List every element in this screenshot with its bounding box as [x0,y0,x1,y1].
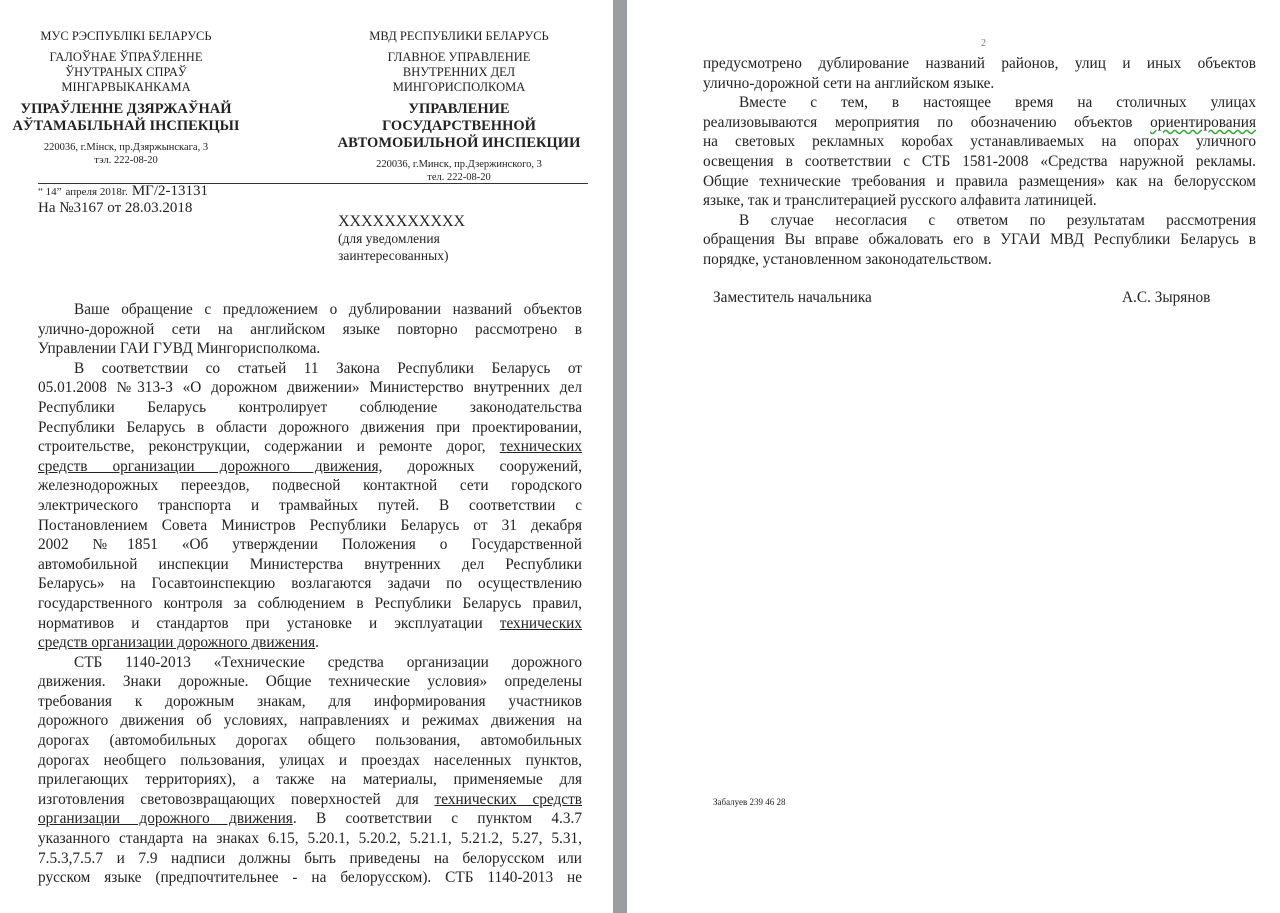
text-segment: . [315,634,319,652]
department-line: МІНГАРВЫКАНКАМА [61,80,191,94]
office-line: АВТОМОБИЛЬНОЙ ИНСПЕКЦИИ [337,135,581,151]
letterhead-belarusian [10,29,242,167]
text-segment: языке, так и транслитерацией русского алфавита латиницей. [703,192,1097,210]
text-line [38,457,582,477]
text-line [38,320,582,340]
text-segment: улично-дорожной сети на английском языке. [703,74,995,92]
date-month-year: апреля 2018г. [65,186,128,198]
outgoing-number: МГ/2-13131 [131,183,209,199]
text-line [38,809,582,829]
reply-reference: На №3167 от 28.03.2018 [38,200,193,216]
text-segment: электрического транспорта и трамвайных путей. В соответствии с [38,496,582,514]
text-segment: на световых рекламных коробах устанавливаемых на опорах уличного [703,133,1256,151]
text-line [38,300,582,320]
text-line [38,339,582,359]
text-line [703,211,1256,231]
text-line [38,829,582,849]
text-segment: 05.01.2008 №313-З «О дорожном движении» Министерство внутренних дел [38,379,582,397]
text-segment: дорогах необщего пользования, улицах и проездах населенных пунктов, [38,751,582,769]
text-line [38,790,582,810]
text-line [38,594,582,614]
underlined-term: технических средств [434,790,582,808]
text-line [38,574,582,594]
text-segment: изготовления световозвращающих поверхностей для [38,790,435,808]
text-segment: прилегающих территориях), а также на материалы, применяемые для [38,771,582,789]
document-page-1 [0,0,613,913]
text-line [38,418,582,438]
text-segment: Беларусь» на Госавтоинспекцию возлагаются задачи по осуществлению [38,575,582,593]
text-segment: Общие технические требования и правила размещения» как на белорусском [703,172,1256,190]
text-segment: дорожных сооружений, [382,457,582,475]
text-line [38,535,582,555]
office-line: УПРАВЛЕНИЕ ГОСУДАРСТВЕННОЙ [382,101,536,134]
text-segment: предусмотрено дублирование названий районов, улиц и иных объектов [703,55,1256,72]
text-line [703,191,1256,211]
text-segment: Ваше обращение с предложением о дублировании названий объектов [74,301,582,318]
text-segment: движения. Знаки дорожные. Общие технические условия» определены [38,673,582,691]
text-line [38,476,582,496]
text-line [703,250,1256,270]
underlined-term: организации дорожного движения [38,810,293,828]
department-line: ГЛАВНОЕ УПРАВЛЕНИЕ [387,50,531,64]
letter-body-page-1 [38,300,582,888]
department-line: ЎНУТРАНЫХ СПРАЎ [65,65,187,79]
text-segment: Республики Беларусь в области дорожного движения при проектировании, [38,418,582,436]
page-number: 2 [981,38,986,49]
text-line [703,230,1256,250]
phone: тэл. 222-08-20 [94,155,158,166]
text-line [703,113,1256,133]
text-segment: нормативов и стандартов при установке и эксплуатации [38,614,500,632]
text-segment: 7.5.3,7.5.7 и 7.9 надписи должны быть приведены на белорусском или [38,849,582,867]
text-line [703,172,1256,192]
addressee-name: XXXXXXXXXXX [338,213,466,230]
text-line [38,516,582,536]
text-line [703,54,1256,74]
office-line: АЎТАМАБІЛЬНАЙ ІНСПЕКЦЫІ [12,118,240,134]
text-segment: СТБ 1140-2013 «Технические средства организации дорожного [74,653,582,671]
text-line [703,132,1256,152]
text-segment: строительстве, реконструкции, содержании и ремонте дорог, [38,438,500,456]
office-name [333,101,585,152]
text-line [703,93,1256,113]
text-line [38,692,582,712]
text-line [38,751,582,771]
text-segment: Вместе с тем, в настоящее время на столичных улицах [739,94,1256,112]
text-line [38,614,582,634]
address: 220036, г.Минск, пр.Дзержинского, 3 [376,159,542,170]
text-line [38,770,582,790]
office-line: УПРАЎЛЕННЕ ДЗЯРЖАЎНАЙ [20,101,232,117]
registration-block [38,183,208,216]
address: 220036, г.Мінск, пр.Дзяржынскага, 3 [43,142,209,153]
text-line [38,731,582,751]
ministry-name: МВД РЕСПУБЛИКИ БЕЛАРУСЬ [369,29,549,43]
text-line [38,496,582,516]
text-segment: В соответствии со статьей 11 Закона Республики Беларусь от [74,359,582,377]
text-line [38,868,582,888]
text-segment: дорожного движения об условиях, направлениях и режимах движения на [38,712,582,730]
text-segment: Постановлением Совета Министров Республики Беларусь от 31 декабря [38,516,582,534]
text-line [38,633,582,653]
text-line [38,672,582,692]
department-line: ГАЛОЎНАЕ ЎПРАЎЛЕННЕ [49,50,203,64]
underlined-term: средств организации дорожного движения, [38,457,383,475]
letterhead-russian [333,29,585,184]
text-line [38,398,582,418]
text-segment: указанного стандарта на знаках 6.15, 5.20.1, 5.20.2, 5.21.1, 5.21.2, 5.27, 5.31, [38,830,582,848]
ministry-name: МУС РЭСПУБЛІКІ БЕЛАРУСЬ [40,29,212,43]
underlined-term: технических [499,614,582,632]
date-day: “ 14” [38,186,62,198]
underlined-term: средств организации дорожного движения [38,634,316,652]
executor-contact: Забалуев 239 46 28 [713,797,786,807]
text-segment: освещения в соответствии с СТБ 1581-2008 «Средства наружной рекламы. [703,152,1256,170]
text-segment: государственного контроля за соблюдением в Республики Беларусь правил, [38,594,582,612]
address-block [10,141,242,167]
address-block [333,158,585,184]
date-line [38,183,208,200]
underlined-term: технических [499,438,582,456]
signatory-title: Заместитель начальника [713,289,872,306]
text-line [38,378,582,398]
text-segment: железнодорожных переездов, подвесной контактной сети городского [38,477,582,495]
addressee-block [338,213,465,264]
text-segment: русском языке (предпочтительнее - на белорусском). СТБ 1140-2013 не [38,869,582,887]
text-line [703,74,1256,94]
text-segment: Управлении ГАИ ГУВД Мингорисполкома. [38,340,321,358]
text-line [38,653,582,673]
phone: тел. 222-08-20 [427,172,491,183]
text-segment: 2002 №1851 «Об утверждении Положения о Государственной [38,536,582,554]
addressee-note: заинтересованных) [338,248,449,263]
text-segment: автомобильной инспекции Министерства внутренних дел Республики [38,555,582,573]
text-segment: улично-дорожной сети на английском языке повторно рассмотрено в [38,320,582,338]
text-segment: . В соответствии с пунктом 4.3.7 [292,810,582,828]
department-line: МИНГОРИСПОЛКОМА [392,80,526,94]
text-line [38,711,582,731]
text-segment: требования к дорожным знакам, для информирования участников [38,692,582,710]
spellcheck-flagged-word: ориентирования [1150,113,1256,131]
page-gap [613,0,627,913]
text-segment: порядке, установленном законодательством. [703,250,992,268]
text-segment: реализовываются мероприятия по обозначению объектов [703,113,1151,131]
text-line [38,359,582,379]
document-page-2 [627,0,1280,913]
text-segment: В случае несогласия с ответом по результатам рассмотрения [739,211,1256,229]
text-line [38,555,582,575]
addressee-note: (для уведомления [338,231,440,246]
text-segment: дорогах (автомобильных дорогах общего пользования, автомобильных [38,732,582,750]
text-line [38,437,582,457]
text-line [703,152,1256,172]
text-segment: Республики Беларусь контролирует соблюдение законодательства [38,398,582,416]
department-line: ВНУТРЕННИХ ДЕЛ [402,65,516,79]
letter-body-page-2 [703,54,1256,270]
office-name [10,101,242,135]
signatory-name: А.С. Зырянов [1122,289,1211,306]
text-segment: обращения Вы вправе обжаловать его в УГАИ МВД Республики Беларусь в [703,231,1256,249]
text-line [38,849,582,869]
